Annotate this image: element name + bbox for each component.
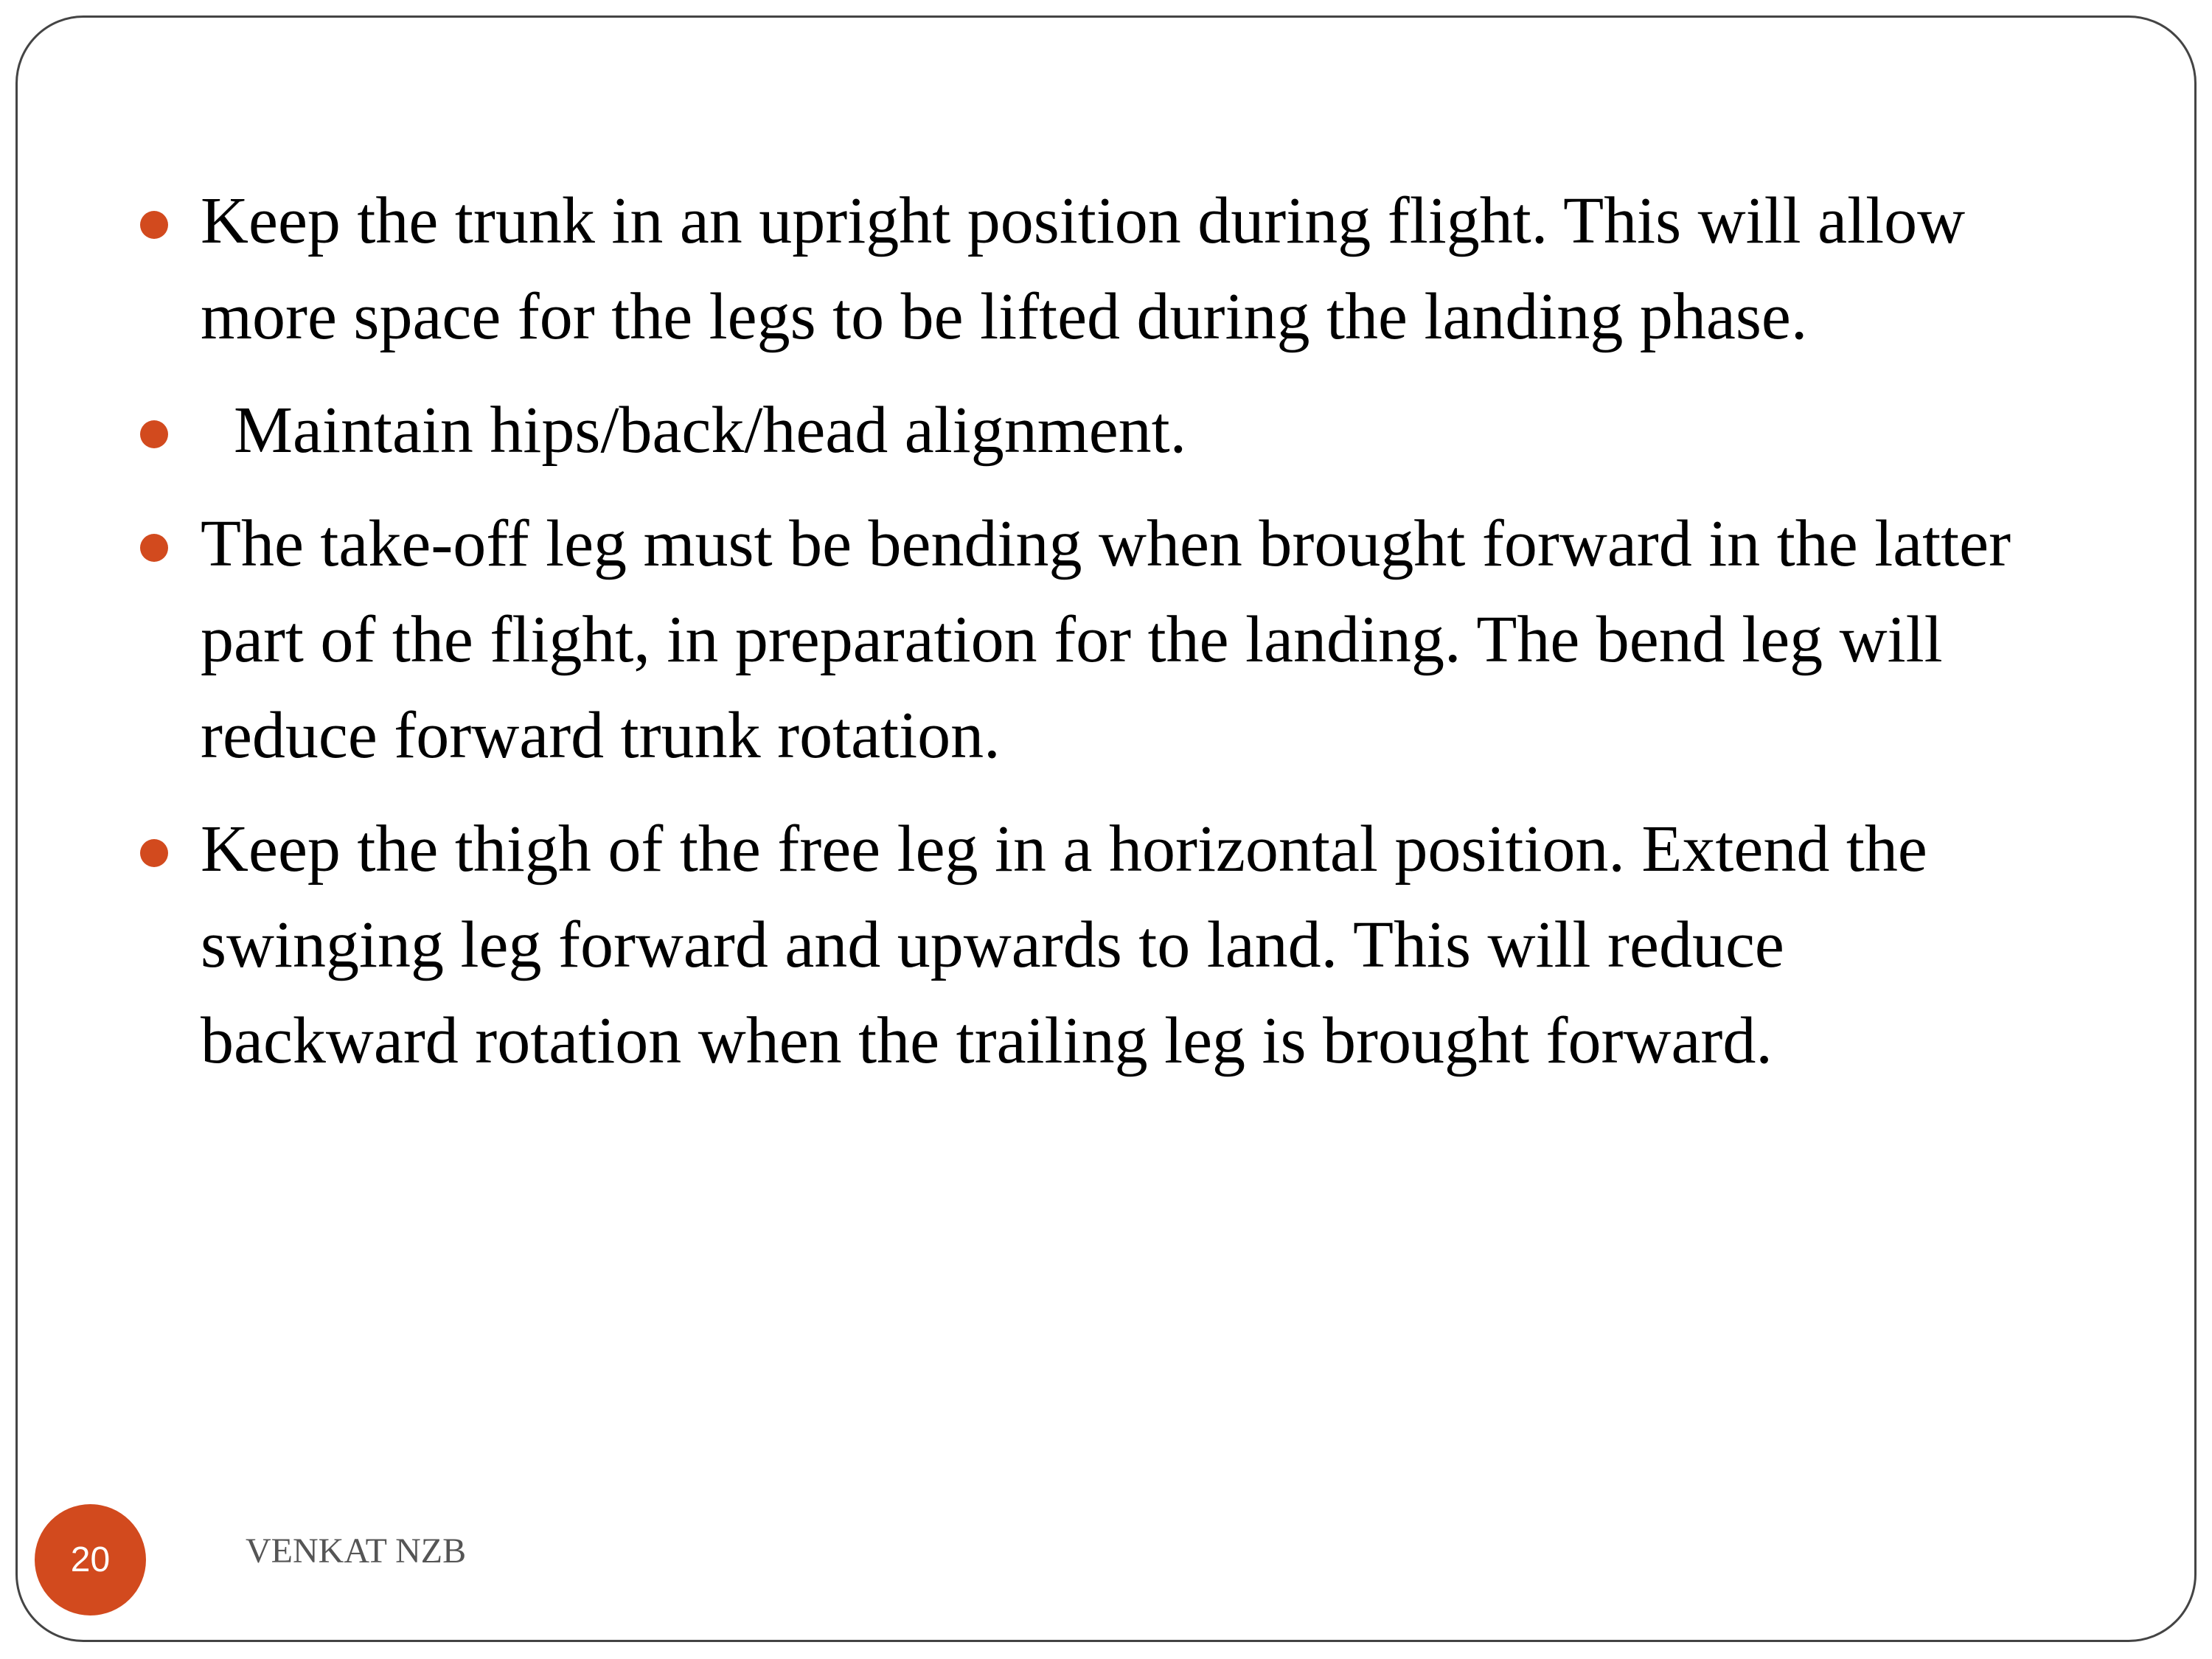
bullet-text: Keep the thigh of the free leg in a horizontal position. Extend the swinging leg forward and upwards to land. This will reduce backward rotation when the trailing leg is brought forward. xyxy=(201,813,1927,1077)
bullet-item xyxy=(140,383,2057,479)
bullet-dot-icon xyxy=(140,211,168,239)
bullet-text: The take-off leg must be bending when brought forward in the latter part of the flight, in preparation for the landing. The bend leg will reduce forward trunk rotation. xyxy=(201,507,2011,772)
footer-author: VENKAT NZB xyxy=(246,1531,467,1571)
bullet-item xyxy=(140,496,2057,784)
bullet-dot-icon xyxy=(140,534,168,562)
page-number-badge xyxy=(35,1504,146,1615)
bullet-item xyxy=(140,173,2057,365)
bullet-text: Keep the trunk in an upright position during flight. This will allow more space for the legs to be lifted during the landing phase. xyxy=(201,184,1966,353)
bullet-dot-icon xyxy=(140,420,168,448)
bullet-item xyxy=(140,801,2057,1089)
bullet-text: Maintain hips/back/head alignment. xyxy=(201,394,1187,467)
bullet-dot-icon xyxy=(140,839,168,867)
bullet-list xyxy=(140,173,2057,1107)
page-number: 20 xyxy=(70,1540,111,1579)
